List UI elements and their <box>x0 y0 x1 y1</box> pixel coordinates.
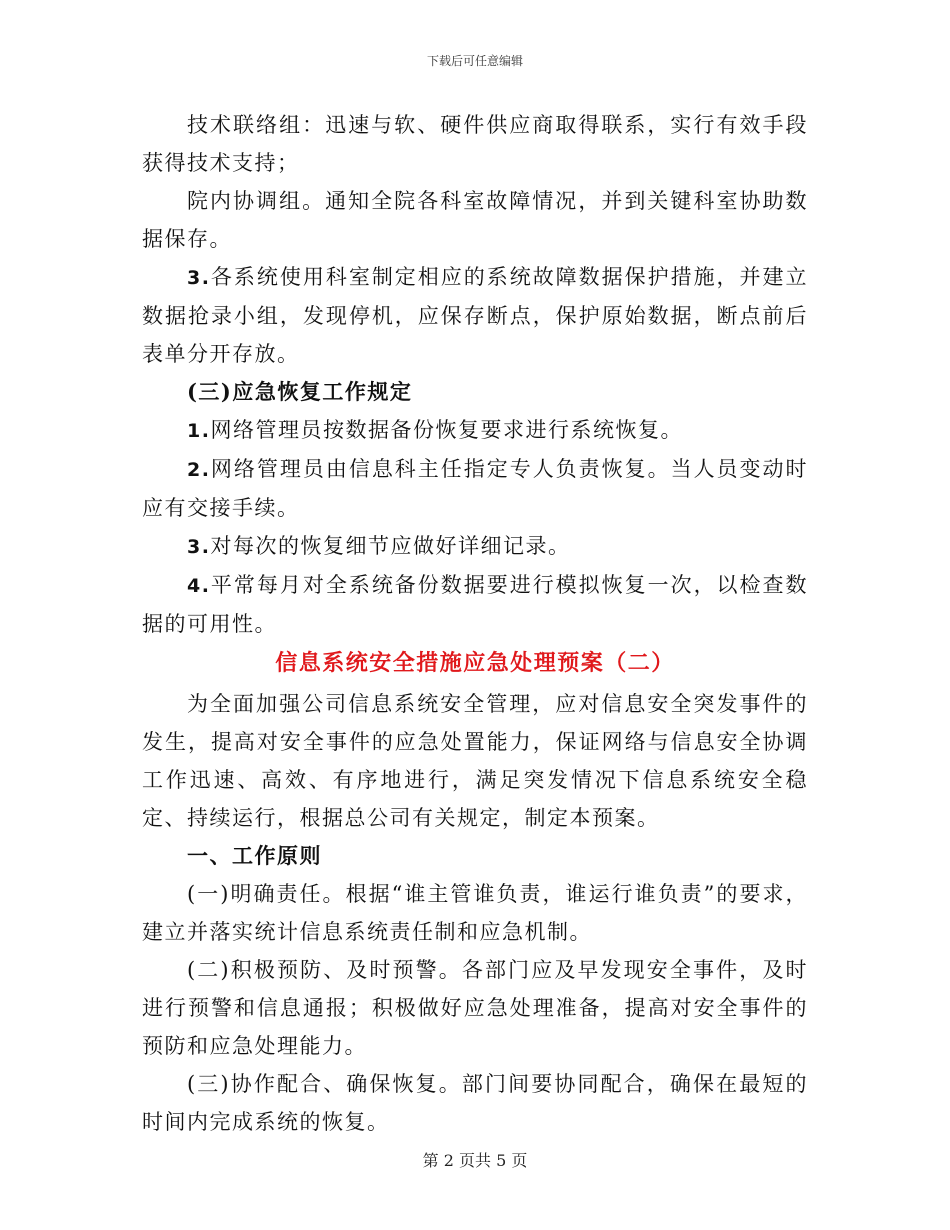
item-text: 对每次的恢复细节应做好详细记录。 <box>210 534 571 558</box>
paragraph-data-protection <box>142 258 808 373</box>
paragraph-recovery-1 <box>142 411 808 450</box>
document-title: 信息系统安全措施应急处理预案（二） <box>275 650 675 676</box>
paragraph-recovery-2 <box>142 450 808 527</box>
paragraph-principle-1: (一)明确责任。根据“谁主管谁负责，谁运行谁负责”的要求，建立并落实统计信息系统责任制和应急机制。 <box>142 882 808 944</box>
paragraph-tech-liaison: 技术联络组：迅速与软、硬件供应商取得联系，实行有效手段获得技术支持； <box>142 113 808 175</box>
paragraph-intro: 为全面加强公司信息系统安全管理，应对信息安全突发事件的发生，提高对安全事件的应急处置能力，保证网络与信息安全协调工作迅速、高效、有序地进行，满足突发情况下信息系统安全稳定、持续运行，根据总公司有关规定，制定本预案。 <box>142 692 808 830</box>
item-text: 平常每月对全系统备份数据要进行模拟恢复一次，以检查数据的可用性。 <box>142 573 808 636</box>
item-number: 3. <box>187 267 211 289</box>
paragraph-recovery-3 <box>142 527 808 566</box>
page-header: 下载后可任意编辑 <box>426 54 523 68</box>
section-heading-principles: 一、工作原则 <box>187 843 322 868</box>
paragraph-principle-2: (二)积极预防、及时预警。各部门应及早发现安全事件，及时进行预警和信息通报；积极做好应急处理准备，提高对安全事件的预防和应急处理能力。 <box>142 958 808 1058</box>
item-text: 各系统使用科室制定相应的系统故障数据保护措施，并建立数据抢录小组，发现停机，应保存断点，保护原始数据，断点前后表单分开存放。 <box>142 265 808 366</box>
item-text: 网络管理员按数据备份恢复要求进行系统恢复。 <box>210 418 683 442</box>
item-number: 3. <box>187 536 211 558</box>
item-text: 网络管理员由信息科主任指定专人负责恢复。当人员变动时应有交接手续。 <box>142 457 808 520</box>
item-number: 2. <box>187 459 211 481</box>
section-heading-recovery: (三)应急恢复工作规定 <box>187 379 413 404</box>
document-body <box>142 106 808 1141</box>
paragraph-principle-3: (三)协作配合、确保恢复。部门间要协同配合，确保在最短的时间内完成系统的恢复。 <box>142 1072 808 1134</box>
paragraph-recovery-4 <box>142 566 808 643</box>
item-number: 1. <box>187 420 211 442</box>
paragraph-hospital-coordination: 院内协调组。通知全院各科室故障情况，并到关键科室协助数据保存。 <box>142 189 808 251</box>
item-number: 4. <box>187 575 211 597</box>
page-footer: 第 2 页共 5 页 <box>422 1151 528 1170</box>
